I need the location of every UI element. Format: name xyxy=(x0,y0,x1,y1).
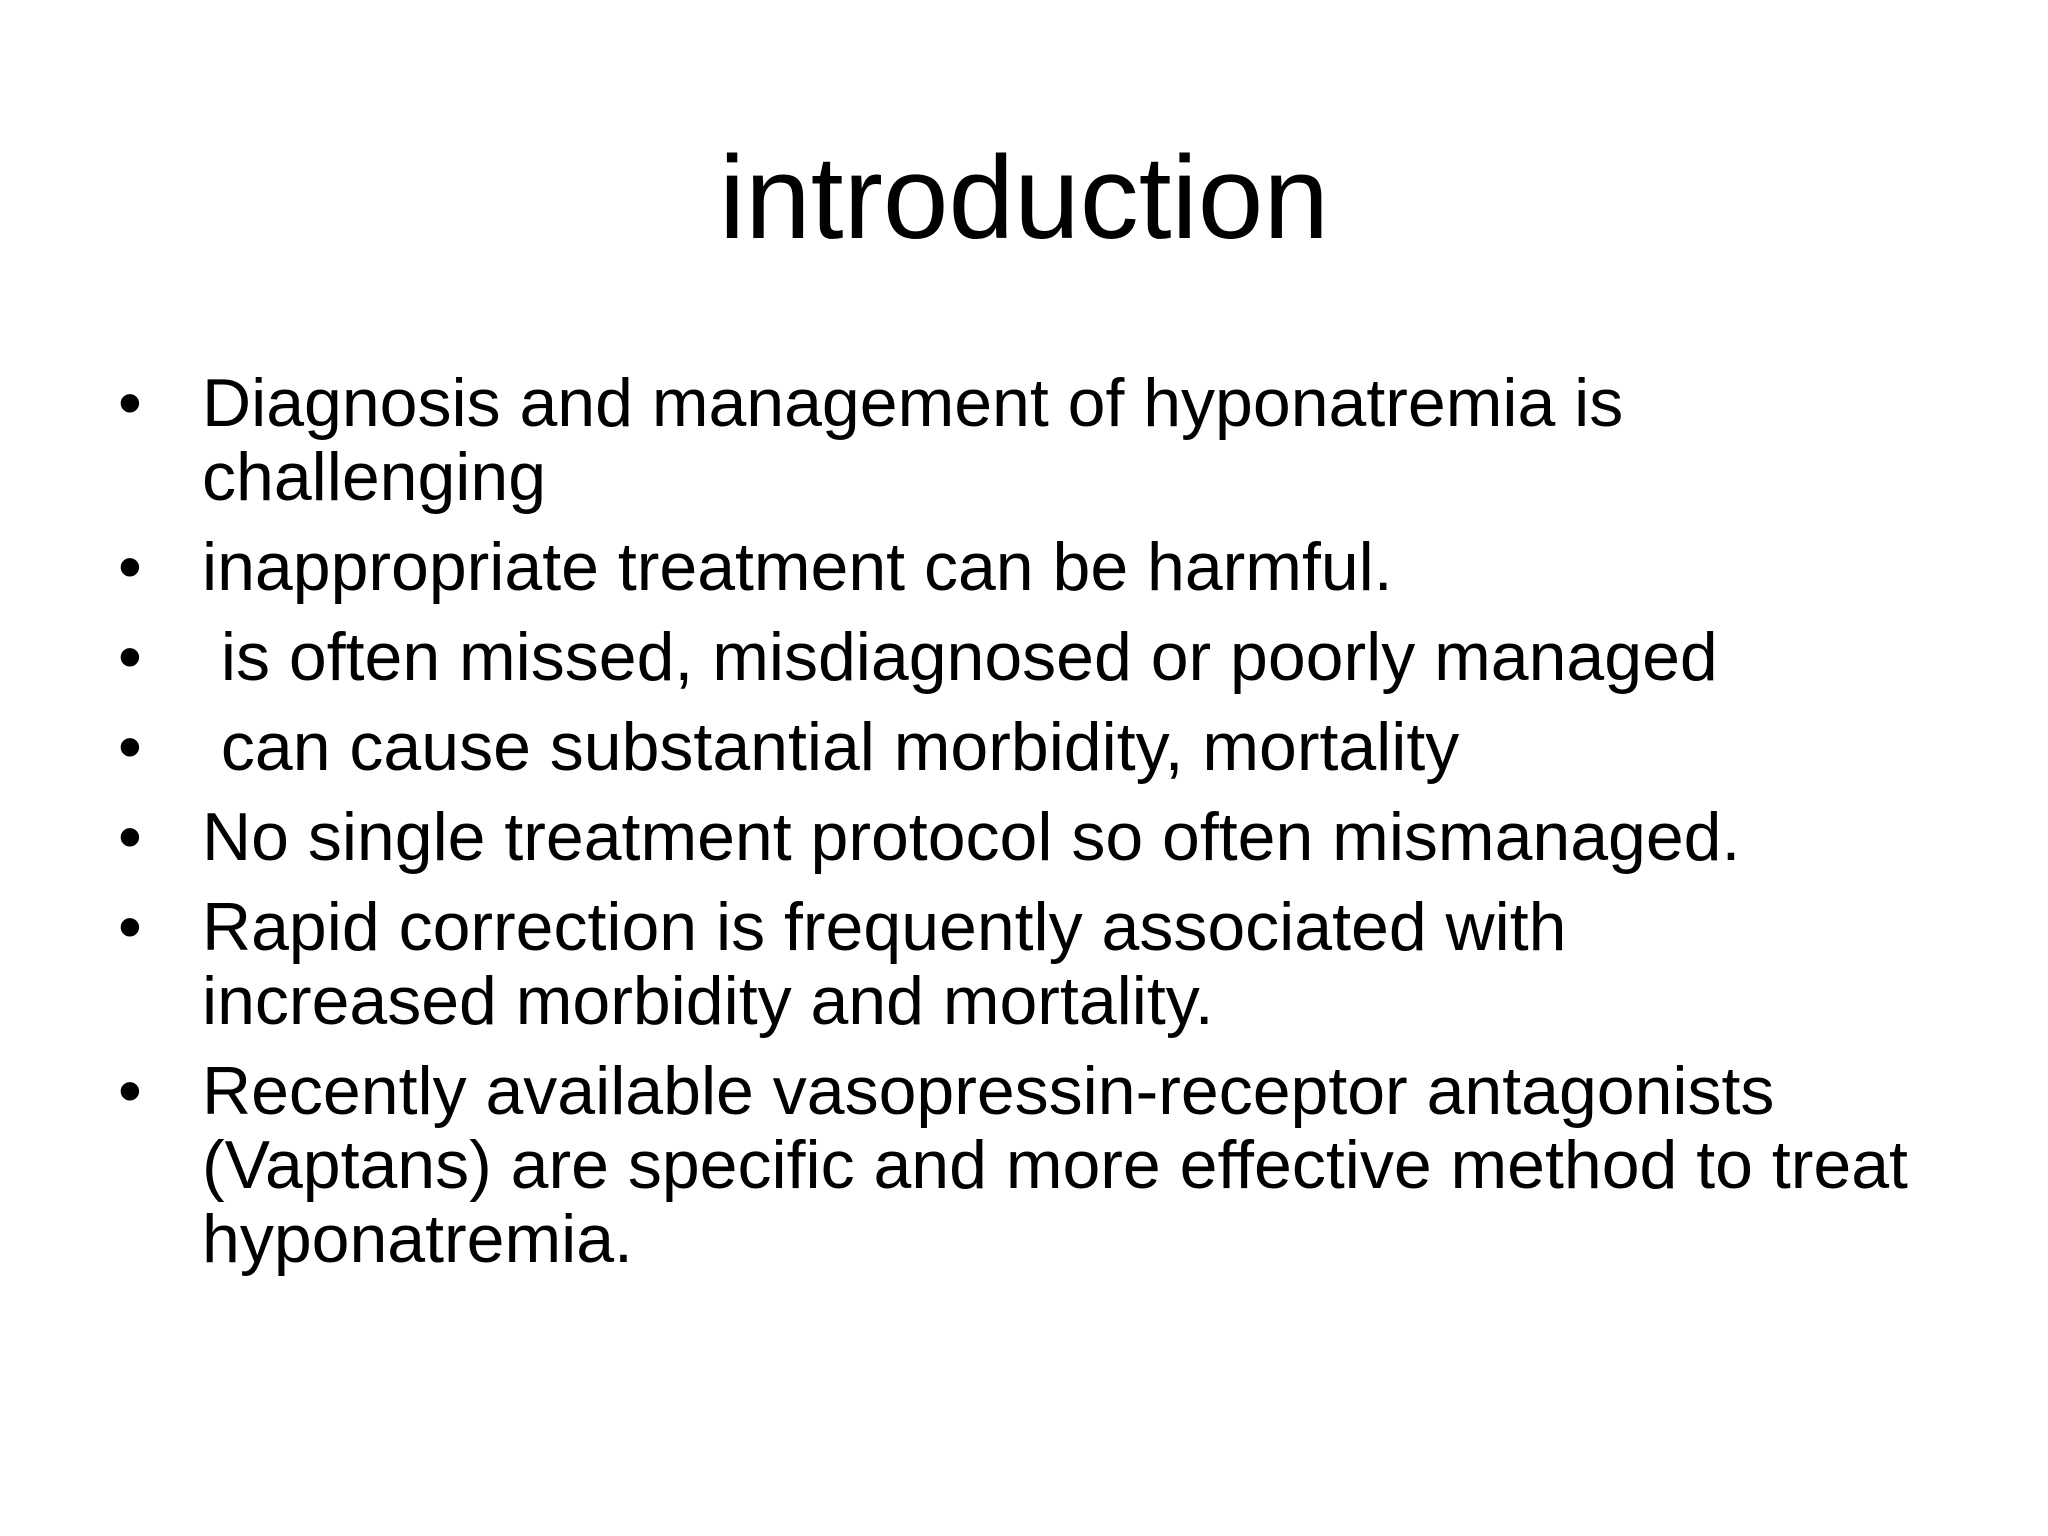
bullet-marker: • xyxy=(118,709,142,785)
bullet-item xyxy=(118,890,1978,1038)
bullet-item xyxy=(118,620,1978,694)
bullet-marker: • xyxy=(118,1053,142,1129)
bullet-marker: • xyxy=(118,799,142,875)
bullet-item xyxy=(118,800,1978,874)
bullet-item xyxy=(118,710,1978,784)
bullet-list xyxy=(118,366,1978,1292)
bullet-marker: • xyxy=(118,529,142,605)
bullet-item xyxy=(118,366,1978,514)
bullet-text: Rapid correction is frequently associated with increased morbidity and mortality. xyxy=(202,889,1586,1039)
bullet-marker: • xyxy=(118,619,142,695)
bullet-text: is often missed, misdiagnosed or poorly managed xyxy=(202,619,1718,695)
bullet-text: can cause substantial morbidity, mortality xyxy=(202,709,1460,785)
bullet-text: inappropriate treatment can be harmful. xyxy=(202,529,1393,605)
bullet-marker: • xyxy=(118,365,142,441)
slide-title: introduction xyxy=(718,132,1330,264)
bullet-item xyxy=(118,1054,1978,1276)
bullet-text: Recently available vasopressin-receptor antagonists (Vaptans) are specific and more effective method to treat hyponatremia. xyxy=(202,1053,1927,1277)
bullet-marker: • xyxy=(118,889,142,965)
bullet-item xyxy=(118,530,1978,604)
bullet-text: Diagnosis and management of hyponatremia is challenging xyxy=(202,365,1643,515)
bullet-text: No single treatment protocol so often mismanaged. xyxy=(202,799,1741,875)
